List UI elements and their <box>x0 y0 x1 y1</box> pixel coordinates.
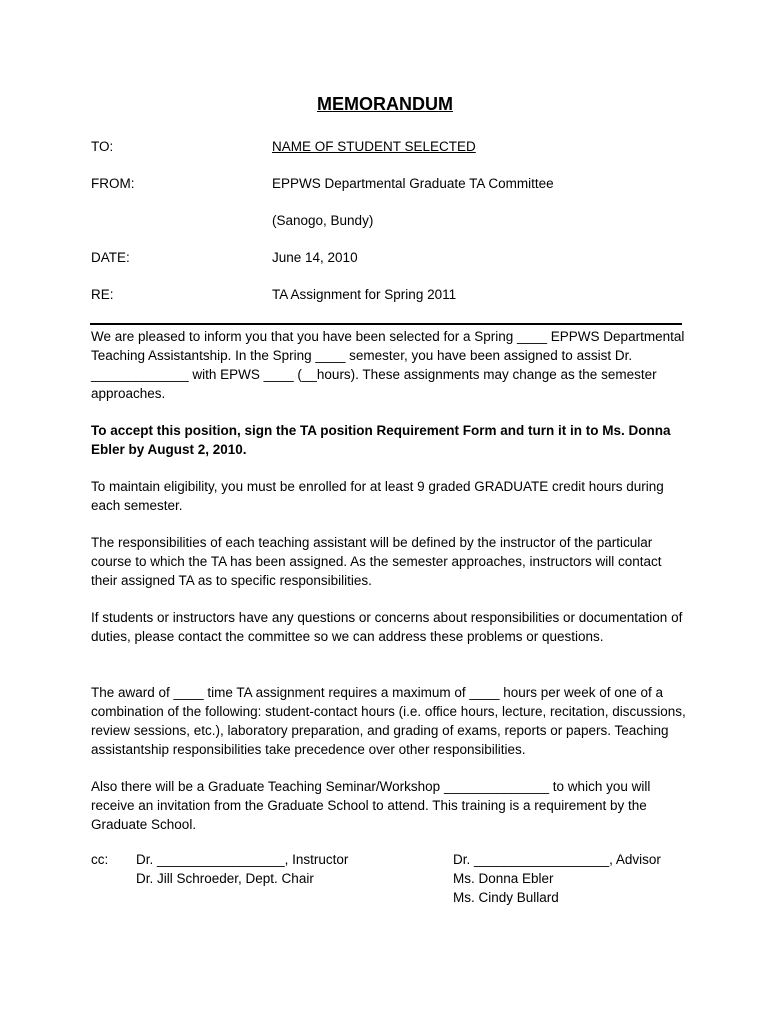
from-value-members: (Sanogo, Bundy) <box>272 213 374 228</box>
header-divider <box>90 323 682 325</box>
cc-cindy-bullard: Ms. Cindy Bullard <box>453 890 559 905</box>
cc-dept-chair: Dr. Jill Schroeder, Dept. Chair <box>136 871 314 886</box>
date-value: June 14, 2010 <box>272 250 358 265</box>
date-label: DATE: <box>91 250 130 265</box>
paragraph-responsibilities: The responsibilities of each teaching assistant will be defined by the instructor of the particular course to which the TA has been assigned. As the semester approaches, instructors will contact their assigned TA as to specific responsibilities. <box>91 535 662 588</box>
paragraph-seminar: Also there will be a Graduate Teaching Seminar/Workshop ______________ to which you will receive an invitation from the Graduate School to attend. This training is a requirement by the Graduate School. <box>91 779 651 832</box>
paragraph-questions: If students or instructors have any questions or concerns about responsibilities or documentation of duties, please contact the committee so we can address these problems or questions. <box>91 610 683 644</box>
re-value: TA Assignment for Spring 2011 <box>272 287 457 302</box>
from-label: FROM: <box>91 176 135 191</box>
cc-advisor: Dr. __________________, Advisor <box>453 852 661 867</box>
memo-title: MEMORANDUM <box>317 94 453 114</box>
cc-donna-ebler: Ms. Donna Ebler <box>453 871 554 886</box>
cc-label: cc: <box>91 852 109 867</box>
paragraph-award: The award of ____ time TA assignment requires a maximum of ____ hours per week of one of a combination of the following: student-contact hours (i.e. office hours, lecture, recitation, discussions, review sessions, etc.), laboratory preparation, and grading of exams, reports or papers. Teaching assistantship responsibilities take precedence over other responsibilities. <box>91 685 686 757</box>
re-label: RE: <box>91 287 114 302</box>
paragraph-acceptance: To accept this position, sign the TA position Requirement Form and turn it in to Ms. Donna Ebler by August 2, 2010. <box>91 423 671 457</box>
paragraph-selection: We are pleased to inform you that you have been selected for a Spring ____ EPPWS Departmental Teaching Assistantship. In the Spring ____ semester, you have been assigned to assist Dr. _____________ with EPWS ____ (__hours). These assignments may change as the semester approaches. <box>91 329 685 401</box>
cc-instructor: Dr. _________________, Instructor <box>136 852 349 867</box>
from-value: EPPWS Departmental Graduate TA Committee <box>272 176 554 191</box>
paragraph-eligibility: To maintain eligibility, you must be enrolled for at least 9 graded GRADUATE credit hours during each semester. <box>91 479 664 513</box>
to-value: NAME OF STUDENT SELECTED <box>272 139 476 154</box>
to-label: TO: <box>91 139 114 154</box>
